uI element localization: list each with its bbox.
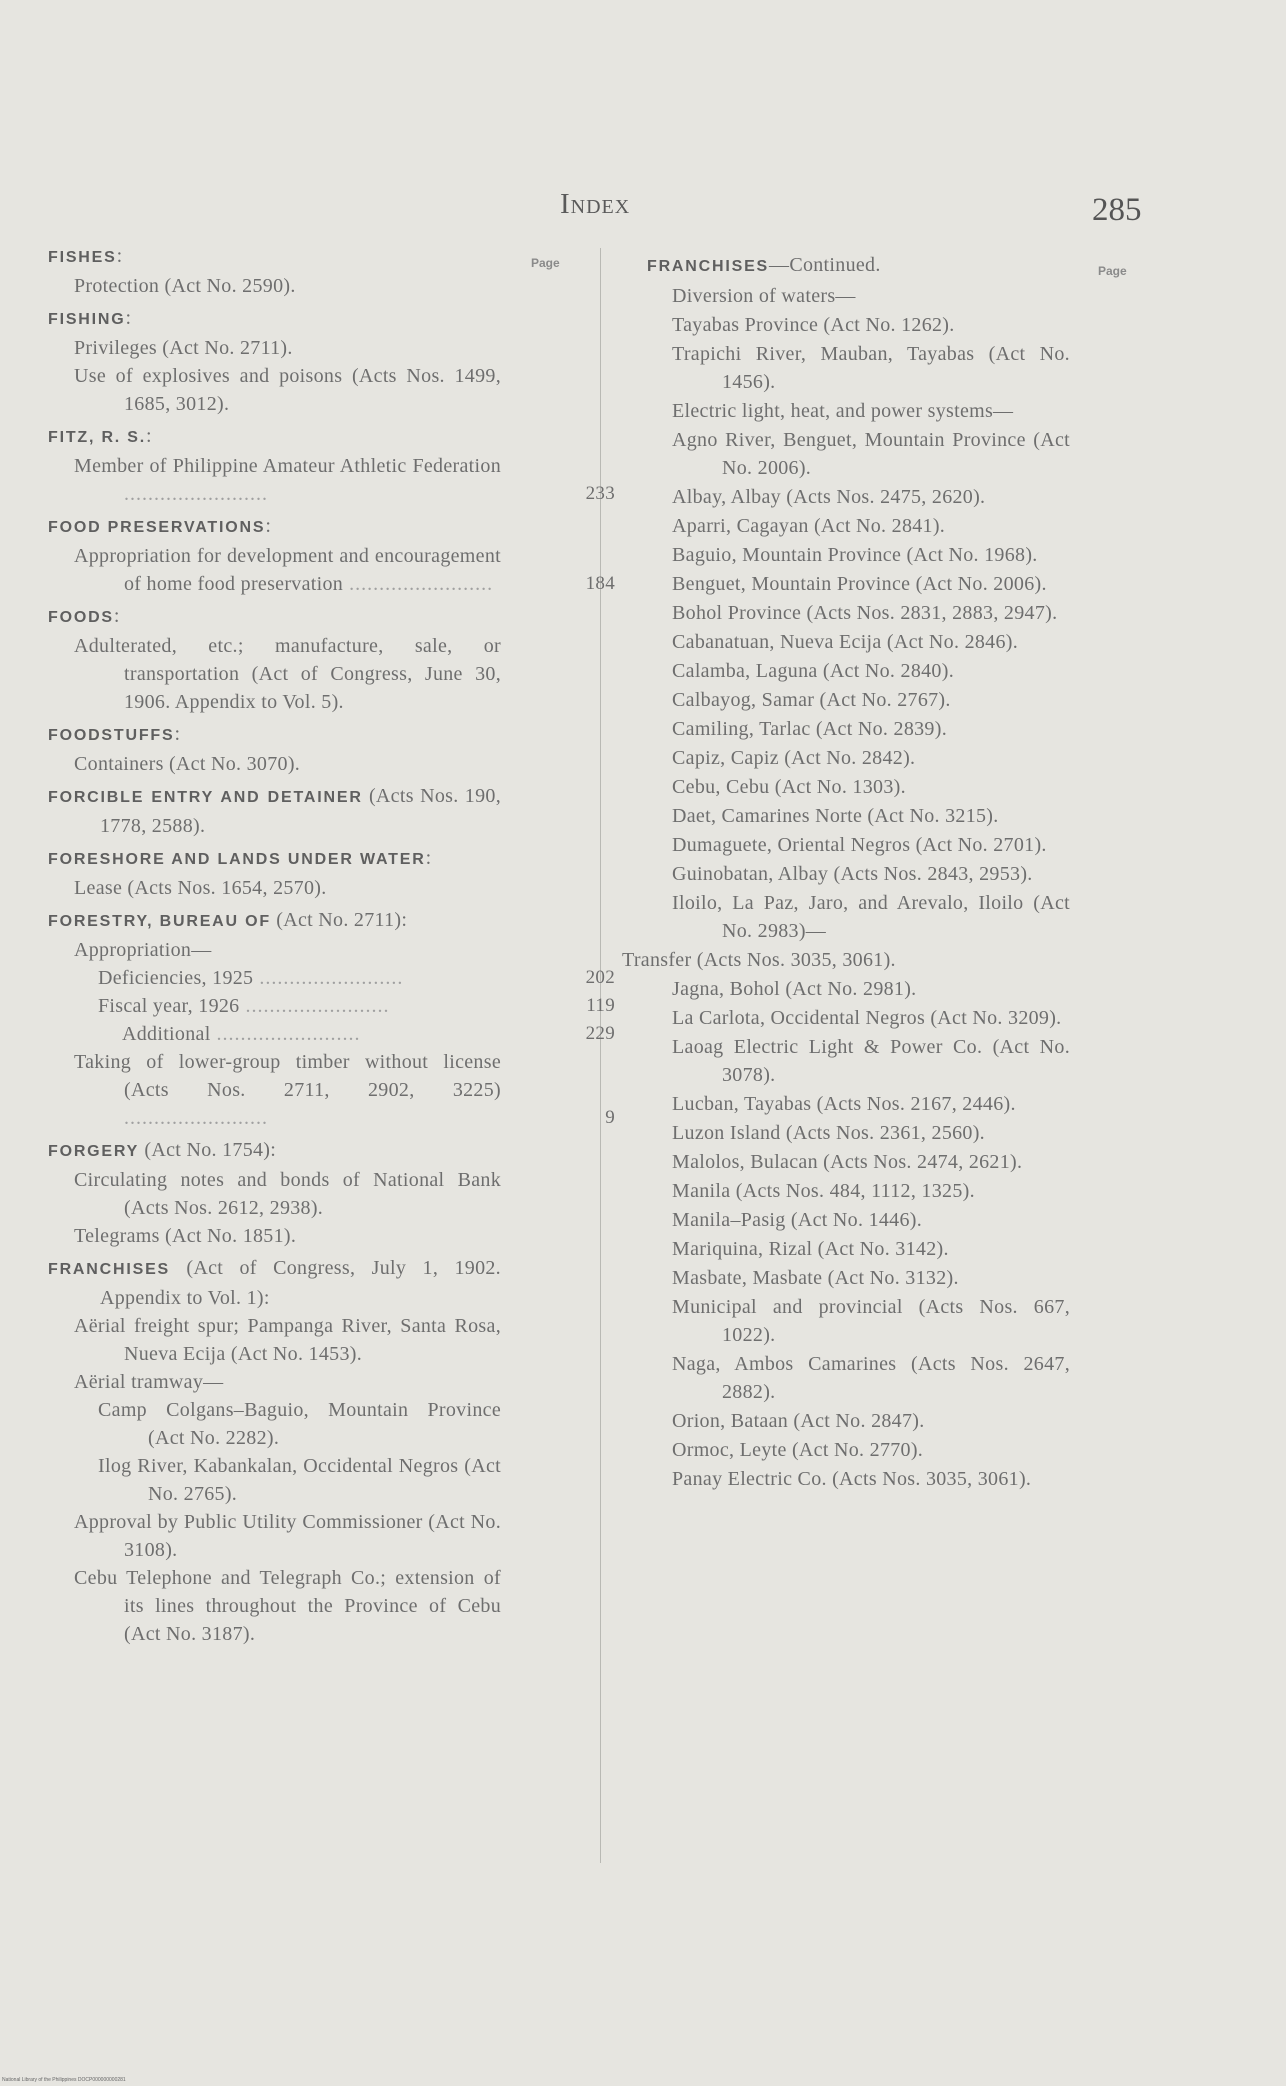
- entry-heading: FORESHORE AND LANDS UNDER WATER: [48, 851, 426, 868]
- index-heading-entry: [48, 782, 503, 840]
- entry-text: Cebu, Cebu (Act No. 1303).: [672, 776, 906, 798]
- leader-dots: ........................: [124, 483, 268, 505]
- entry-text: Taking of lower-group timber without license (Acts Nos. 2711, 2902, 3225): [74, 1051, 501, 1101]
- entry-page-number: 184: [585, 573, 615, 594]
- entry-text: Lease (Acts Nos. 1654, 2570).: [74, 877, 327, 899]
- index-entry: [622, 1407, 1072, 1435]
- entry-heading: FORESTRY, BUREAU OF: [48, 913, 271, 930]
- entry-text: Municipal and provincial (Acts Nos. 667, 1022).: [672, 1296, 1070, 1346]
- entry-text: Guinobatan, Albay (Acts Nos. 2843, 2953).: [672, 863, 1033, 885]
- entry-heading: FORGERY: [48, 1143, 140, 1160]
- index-entry: [48, 632, 503, 716]
- index-entry: [622, 541, 1072, 569]
- entry-text: :: [174, 723, 181, 745]
- index-entry: [622, 715, 1072, 743]
- entry-text: Malolos, Bulacan (Acts Nos. 2474, 2621).: [672, 1151, 1023, 1173]
- index-entry: [622, 599, 1072, 627]
- entry-text: Aërial tramway—: [74, 1371, 224, 1393]
- index-entry: [622, 1090, 1072, 1118]
- index-entry: [622, 483, 1072, 511]
- index-heading-entry: [48, 844, 503, 874]
- index-entry: [48, 334, 503, 362]
- entry-text: Luzon Island (Acts Nos. 2361, 2560).: [672, 1122, 985, 1144]
- index-heading-entry: [48, 512, 503, 542]
- leader-dots: ........................: [124, 1107, 268, 1129]
- entry-text: Manila–Pasig (Act No. 1446).: [672, 1209, 923, 1231]
- entry-text: Member of Philippine Amateur Athletic Federation: [74, 455, 501, 477]
- index-entry: [622, 1235, 1072, 1263]
- leader-dots: ........................: [239, 995, 390, 1017]
- entry-page-number: 233: [585, 483, 615, 504]
- index-column-right: [622, 251, 1072, 1494]
- index-entry: [622, 1465, 1072, 1493]
- index-entry: [622, 802, 1072, 830]
- entry-text: Appropriation for development and encouragement of home food preservation: [74, 545, 501, 595]
- entry-text: (Act No. 2711):: [270, 909, 408, 931]
- entry-text: Orion, Bataan (Act No. 2847).: [672, 1410, 925, 1432]
- index-entry: [622, 889, 1072, 945]
- index-entry: [48, 964, 615, 992]
- index-entry: [622, 1206, 1072, 1234]
- entry-page-number: 9: [605, 1107, 615, 1128]
- index-entry: [622, 1264, 1072, 1292]
- entry-text: Dumaguete, Oriental Negros (Act No. 2701).: [672, 834, 1047, 856]
- entry-text: Tayabas Province (Act No. 1262).: [672, 314, 955, 336]
- entry-text: Ormoc, Leyte (Act No. 2770).: [672, 1439, 924, 1461]
- entry-text: Naga, Ambos Camarines (Acts Nos. 2647, 2882).: [672, 1353, 1070, 1403]
- index-entry: [48, 1312, 503, 1368]
- entry-text: :: [425, 847, 432, 869]
- entry-text: Iloilo, La Paz, Jaro, and Arevalo, Iloilo (Act No. 2983)—: [672, 892, 1070, 942]
- index-heading-entry: [48, 720, 503, 750]
- entry-text: Containers (Act No. 3070).: [74, 753, 301, 775]
- index-entry: [622, 512, 1072, 540]
- entry-page-number: 202: [585, 967, 615, 988]
- entry-text: La Carlota, Occidental Negros (Act No. 3209).: [672, 1007, 1062, 1029]
- index-heading-entry: [48, 242, 503, 272]
- entry-text: Aërial freight spur; Pampanga River, Santa Rosa, Nueva Ecija (Act No. 1453).: [74, 1315, 501, 1365]
- entry-heading: FISHING: [48, 311, 126, 328]
- entry-text: Cabanatuan, Nueva Ecija (Act No. 2846).: [672, 631, 1019, 653]
- index-heading-entry: [48, 304, 503, 334]
- index-heading-entry: [48, 1254, 503, 1312]
- entry-text: Electric light, heat, and power systems—: [672, 400, 1014, 422]
- index-entry: [48, 1020, 615, 1048]
- index-entry: [48, 1166, 503, 1222]
- index-entry: [622, 1119, 1072, 1147]
- entry-text: Jagna, Bohol (Act No. 2981).: [672, 978, 917, 1000]
- index-entry: [622, 628, 1072, 656]
- entry-text: Fiscal year, 1926: [98, 995, 240, 1017]
- entry-text: :: [265, 515, 272, 537]
- entry-text: Circulating notes and bonds of National Bank (Acts Nos. 2612, 2938).: [74, 1169, 501, 1219]
- entry-text: Ilog River, Kabankalan, Occidental Negros (Act No. 2765).: [98, 1455, 501, 1505]
- entry-page-number: 229: [585, 1023, 615, 1044]
- entry-text: :: [125, 307, 132, 329]
- index-entry: [48, 1564, 503, 1648]
- index-entry: [48, 1222, 503, 1250]
- leader-dots: ........................: [210, 1023, 361, 1045]
- index-entry: [48, 1048, 615, 1132]
- entry-heading: FOODSTUFFS: [48, 727, 175, 744]
- footer-credit: National Library of the Philippines DOCP000000000281: [2, 2077, 126, 2083]
- entry-text: Adulterated, etc.; manufacture, sale, or transportation (Act of Congress, June 30, 1906. Appendix to Vol. 5).: [74, 635, 501, 713]
- index-entry: [622, 426, 1072, 482]
- leader-dots: ........................: [253, 967, 404, 989]
- index-entry: [622, 340, 1072, 396]
- entry-heading: FOOD PRESERVATIONS: [48, 519, 266, 536]
- entry-text: Daet, Camarines Norte (Act No. 3215).: [672, 805, 999, 827]
- index-entry: [48, 874, 503, 902]
- entry-text: Baguio, Mountain Province (Act No. 1968).: [672, 544, 1038, 566]
- index-entry: [48, 272, 503, 300]
- entry-text: Calbayog, Samar (Act No. 2767).: [672, 689, 951, 711]
- entry-heading: FORCIBLE ENTRY AND DETAINER: [48, 789, 363, 806]
- index-entry: [622, 1436, 1072, 1464]
- entry-text: Masbate, Masbate (Act No. 3132).: [672, 1267, 959, 1289]
- entry-text: Cebu Telephone and Telegraph Co.; extension of its lines throughout the Province of Cebu (Act No. 3187).: [74, 1567, 501, 1645]
- entry-text: Calamba, Laguna (Act No. 2840).: [672, 660, 954, 682]
- index-entry: [48, 992, 615, 1020]
- entry-text: Panay Electric Co. (Acts Nos. 3035, 3061).: [672, 1468, 1032, 1490]
- index-entry: [622, 686, 1072, 714]
- entry-text: (Act of Congress, July 1, 1902. Appendix to Vol. 1):: [100, 1257, 501, 1309]
- entry-text: :: [146, 425, 152, 447]
- entry-text: Capiz, Capiz (Act No. 2842).: [672, 747, 916, 769]
- entry-text: Albay, Albay (Acts Nos. 2475, 2620).: [672, 486, 986, 508]
- entry-text: Approval by Public Utility Commissioner (Act No. 3108).: [74, 1511, 501, 1561]
- entry-text: Benguet, Mountain Province (Act No. 2006).: [672, 573, 1047, 595]
- entry-heading: FRANCHISES: [647, 258, 770, 275]
- index-heading-entry: [48, 602, 503, 632]
- entry-text: Agno River, Benguet, Mountain Province (Act No. 2006).: [672, 429, 1070, 479]
- index-entry: [622, 831, 1072, 859]
- index-entry: [622, 1177, 1072, 1205]
- entry-heading: FOODS: [48, 609, 114, 626]
- entry-text: Telegrams (Act No. 1851).: [74, 1225, 297, 1247]
- index-entry: [622, 1033, 1072, 1089]
- page-number: 285: [1092, 192, 1142, 228]
- index-entry: [622, 570, 1072, 598]
- entry-text: Trapichi River, Mauban, Tayabas (Act No. 1456).: [672, 343, 1070, 393]
- index-entry: [622, 1350, 1072, 1406]
- entry-text: :: [113, 605, 120, 627]
- index-entry: [622, 1004, 1072, 1032]
- index-entry: [48, 1368, 503, 1396]
- index-heading-entry: [48, 1136, 503, 1166]
- page-title: Index: [560, 188, 631, 220]
- entry-text: Diversion of waters—: [672, 285, 856, 307]
- entry-text: Additional: [122, 1023, 211, 1045]
- index-entry: [622, 1293, 1072, 1349]
- entry-text: Protection (Act No. 2590).: [74, 275, 296, 297]
- page-column-label-left: Page: [531, 256, 560, 270]
- index-entry: [622, 1148, 1072, 1176]
- index-entry: [622, 773, 1072, 801]
- index-entry: [48, 1396, 503, 1452]
- index-entry: [622, 657, 1072, 685]
- entry-heading: FITZ, R. S.: [48, 429, 147, 446]
- entry-text: Deficiencies, 1925: [98, 967, 254, 989]
- index-heading-entry: [48, 906, 503, 936]
- entry-heading: FISHES: [48, 249, 117, 266]
- entry-text: Bohol Province (Acts Nos. 2831, 2883, 2947).: [672, 602, 1058, 624]
- index-entry: [48, 936, 503, 964]
- index-entry: [622, 975, 1072, 1003]
- entry-text: Manila (Acts Nos. 484, 1112, 1325).: [672, 1180, 975, 1202]
- entry-text: Camp Colgans–Baguio, Mountain Province (Act No. 2282).: [98, 1399, 501, 1449]
- index-entry: [48, 362, 503, 418]
- index-entry: [622, 282, 1072, 310]
- index-entry: [622, 397, 1072, 425]
- leader-dots: ........................: [343, 573, 494, 595]
- entry-text: (Acts Nos. 190, 1778, 2588).: [100, 785, 501, 837]
- entry-heading: FRANCHISES: [48, 1261, 171, 1278]
- entry-text: :: [116, 245, 123, 267]
- index-entry: [622, 744, 1072, 772]
- index-heading-entry: [48, 422, 503, 452]
- entry-text: (Act No. 1754):: [139, 1139, 277, 1161]
- entry-text: Transfer (Acts Nos. 3035, 3061).: [622, 949, 896, 971]
- entry-text: Aparri, Cagayan (Act No. 2841).: [672, 515, 946, 537]
- index-entry: [48, 542, 615, 598]
- index-entry: [622, 311, 1072, 339]
- index-entry: [48, 750, 503, 778]
- entry-text: Laoag Electric Light & Power Co. (Act No. 3078).: [672, 1036, 1070, 1086]
- page-column-label-right: Page: [1098, 264, 1127, 278]
- index-heading-entry: [622, 251, 1072, 281]
- entry-text: Appropriation—: [74, 939, 212, 961]
- entry-text: Privileges (Act No. 2711).: [74, 337, 293, 359]
- entry-text: Mariquina, Rizal (Act No. 3142).: [672, 1238, 949, 1260]
- entry-text: —Continued.: [769, 254, 881, 276]
- index-entry: [48, 452, 615, 508]
- index-entry: [622, 946, 1072, 974]
- index-entry: [622, 860, 1072, 888]
- entry-text: Camiling, Tarlac (Act No. 2839).: [672, 718, 947, 740]
- entry-page-number: 119: [586, 995, 615, 1016]
- entry-text: Lucban, Tayabas (Acts Nos. 2167, 2446).: [672, 1093, 1016, 1115]
- entry-text: Use of explosives and poisons (Acts Nos. 1499, 1685, 3012).: [74, 365, 501, 415]
- index-entry: [48, 1452, 503, 1508]
- index-entry: [48, 1508, 503, 1564]
